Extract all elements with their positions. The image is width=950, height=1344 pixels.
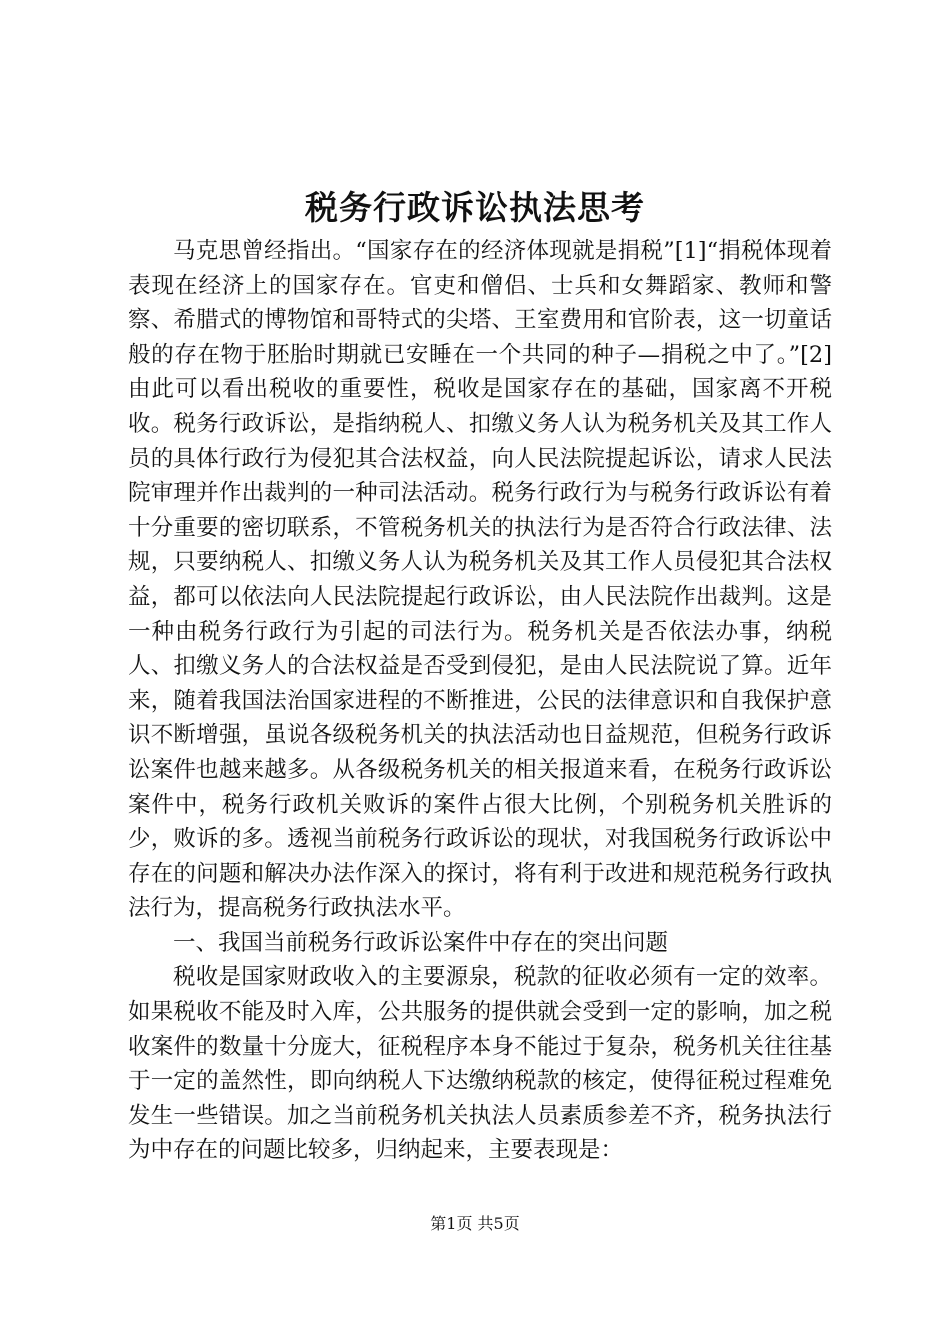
paragraph-intro: 马克思曾经指出。“国家存在的经济体现就是捐税”[1]“捐税体现着表现在经济上的国家存在。官吏和僧侣、士兵和女舞蹈家、教师和警察、希腊式的博物馆和哥特式的尖塔、王室费用和官阶表，这一切童话般的存在物于胚胎时期就已安睡在一个共同的种子—捐税之中了。”[2]由此可以看出税收的重要性，税收是国家存在的基础，国家离不开税收。税务行政诉讼，是指纳税人、扣缴义务人认为税务机关及其工作人员的具体行政行为侵犯其合法权益，向人民法院提起诉讼，请求人民法院审理并作出裁判的一种司法活动。税务行政行为与税务行政诉讼有着十分重要的密切联系，不管税务机关的执法行为是否符合行政法律、法规，只要纳税人、扣缴义务人认为税务机关及其工作人员侵犯其合法权益，都可以依法向人民法院提起行政诉讼，由人民法院作出裁判。这是一种由税务行政行为引起的司法行为。税务机关是否依法办事，纳税人、扣缴义务人的合法权益是否受到侵犯，是由人民法院说了算。近年来，随着我国法治国家进程的不断推进，公民的法律意识和自我保护意识不断增强，虽说各级税务机关的执法活动也日益规范，但税务行政诉讼案件也越来越多。从各级税务机关的相关报道来看，在税务行政诉讼案件中，税务行政机关败诉的案件占很大比例，个别税务机关胜诉的少，败诉的多。透视当前税务行政诉讼的现状，对我国税务行政诉讼中存在的问题和解决办法作深入的探讨，将有利于改进和规范税务行政执法行为，提高税务行政执法水平。 [128, 238, 832, 922]
paragraph-section-1: 税收是国家财政收入的主要源泉，税款的征收必须有一定的效率。如果税收不能及时入库，公共服务的提供就会受到一定的影响，加之税收案件的数量十分庞大，征税程序本身不能过于复杂，税务机关往往基于一定的盖然性，即向纳税人下达缴纳税款的核定，使得征税过程难免发生一些错误。加之当前税务机关执法人员素质参差不齐，税务执法行为中存在的问题比较多，归纳起来，主要表现是： [128, 964, 832, 1164]
section-heading-1: 一、我国当前税务行政诉讼案件中存在的突出问题 [173, 929, 669, 956]
page-footer: 第1页 共5页 [430, 1214, 520, 1233]
document-title: 税务行政诉讼执法思考 [305, 188, 645, 227]
document-body [128, 234, 832, 1168]
